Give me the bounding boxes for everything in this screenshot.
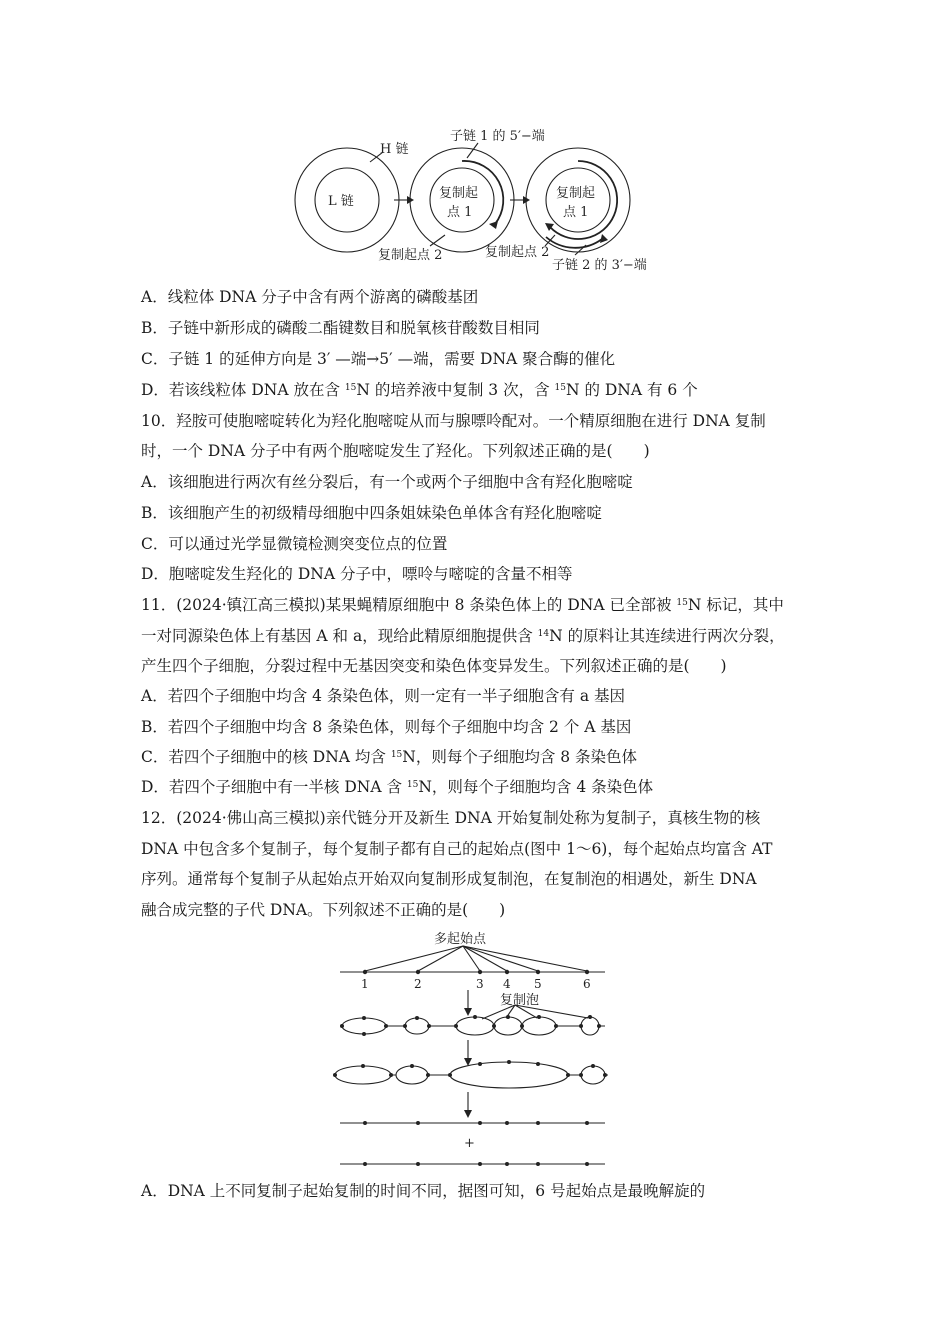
q10-option-d: D．胞嘧啶发生羟化的 DNA 分子中，嘌呤与嘧啶的含量不相等 [141,565,573,583]
q12-stem-line1: 12．(2024·佛山高三模拟)亲代链分开及新生 DNA 开始复制处称为复制子，真核生物的核 [141,809,761,827]
bubble-3 [456,1017,494,1035]
q12-stem-line3: 序列。通常每个复制子从起始点开始双向复制形成复制泡，在复制泡的相遇处，新生 DNA [141,870,757,888]
origin-number-2: 2 [414,977,422,991]
q9-option-c: C．子链 1 的延伸方向是 3′ —端→5′ —端，需要 DNA 聚合酶的催化 [141,350,616,368]
arrowhead-chain2-right [600,234,608,243]
q10-option-b: B．该细胞产生的初级精母细胞中四条姐妹染色单体含有羟化胞嘧啶 [141,504,602,522]
daughter2-3end-label: 子链 2 的 3′−端 [552,258,647,273]
bubble-4 [494,1017,522,1035]
bubble-large-3 [450,1062,568,1088]
figure-mtdna-replication [290,125,660,275]
q10-stem-line2: 时，一个 DNA 分子中有两个胞嘧啶发生了羟化。下列叙述正确的是( ) [141,442,650,460]
origin-number-3: 3 [476,977,484,991]
arrowhead-chain1-mid [489,221,498,229]
daughter1-5end-label: 子链 1 的 5′−端 [450,129,545,144]
q9-option-a: A．线粒体 DNA 分子中含有两个游离的磷酸基团 [141,288,479,306]
bubble-large-1 [335,1066,391,1084]
origin1-label-right-a: 复制起 [556,186,596,201]
q12-stem-line2: DNA 中包含多个复制子，每个复制子都有自己的起始点(图中 1～6)，每个起始点均富含 AT [141,840,773,858]
origin-number-6: 6 [583,977,591,991]
q11-option-d: D．若四个子细胞中有一半核 DNA 含 $^{15}$N，则每个子细胞均含 4 条染色体 [141,778,654,796]
q9-option-d: D．若该线粒体 DNA 放在含 $^{15}$N 的培养液中复制 3 次，含 $^{15}$N 的 DNA 有 6 个 [141,381,698,399]
q11-option-b: B．若四个子细胞中均含 8 条染色体，则每个子细胞中均含 2 个 A 基因 [141,718,632,736]
bubble-6 [581,1017,599,1035]
bubble-5 [522,1017,556,1035]
q11-stem-line3: 产生四个子细胞，分裂过程中无基因突变和染色体变异发生。下列叙述正确的是( ) [141,657,727,675]
h-chain-label: H 链 [380,142,409,157]
origin2-label-right: 复制起点 2 [485,245,550,260]
bubble-large-4 [581,1066,605,1084]
plus-sign: + [464,1136,475,1151]
origin-number-5: 5 [534,977,542,991]
q11-stem-line2: 一对同源染色体上有基因 A 和 a，现给此精原细胞提供含 $^{14}$N 的原料让其连续进行两次分裂， [141,627,785,645]
q11-option-c: C．若四个子细胞中的核 DNA 均含 $^{15}$N，则每个子细胞均含 8 条染色体 [141,748,638,766]
l-chain-label: L 链 [328,194,354,209]
origin-number-4: 4 [503,977,511,991]
origin1-label-right-b: 点 1 [563,205,589,220]
origin-number-1: 1 [361,977,369,991]
multi-origin-label: 多起始点 [434,932,487,947]
origin1-label-mid-b: 点 1 [447,205,473,220]
origin1-label-mid-a: 复制起 [439,186,479,201]
q10-option-c: C．可以通过光学显微镜检测突变位点的位置 [141,535,448,553]
q12-option-a: A．DNA 上不同复制子起始复制的时间不同，据图可知，6 号起始点是最晚解旋的 [141,1182,706,1200]
q11-stem-line1: 11．(2024·镇江高三模拟)某果蝇精原细胞中 8 条染色体上的 DNA 已全部被 $^{15}$N 标记，其中 [141,596,784,614]
q9-option-b: B．子链中新形成的磷酸二酯键数目和脱氧核苷酸数目相同 [141,319,540,337]
origin2-label-left: 复制起点 2 [378,248,443,263]
q10-stem-line1: 10．羟胺可使胞嘧啶转化为羟化胞嘧啶从而与腺嘌呤配对。一个精原细胞在进行 DNA 复制 [141,412,766,430]
q12-stem-line4: 融合成完整的子代 DNA。下列叙述不正确的是( ) [141,901,506,919]
bubble-2 [405,1018,429,1034]
q11-option-a: A．若四个子细胞中均含 4 条染色体，则一定有一半子细胞含有 a 基因 [141,687,626,705]
bubble-1 [342,1018,386,1034]
bubble-label: 复制泡 [500,993,540,1008]
bubble-large-2 [396,1066,428,1084]
figure-replication-origins [330,928,620,1174]
q10-option-a: A．该细胞进行两次有丝分裂后，有一个或两个子细胞中含有羟化胞嘧啶 [141,473,633,491]
